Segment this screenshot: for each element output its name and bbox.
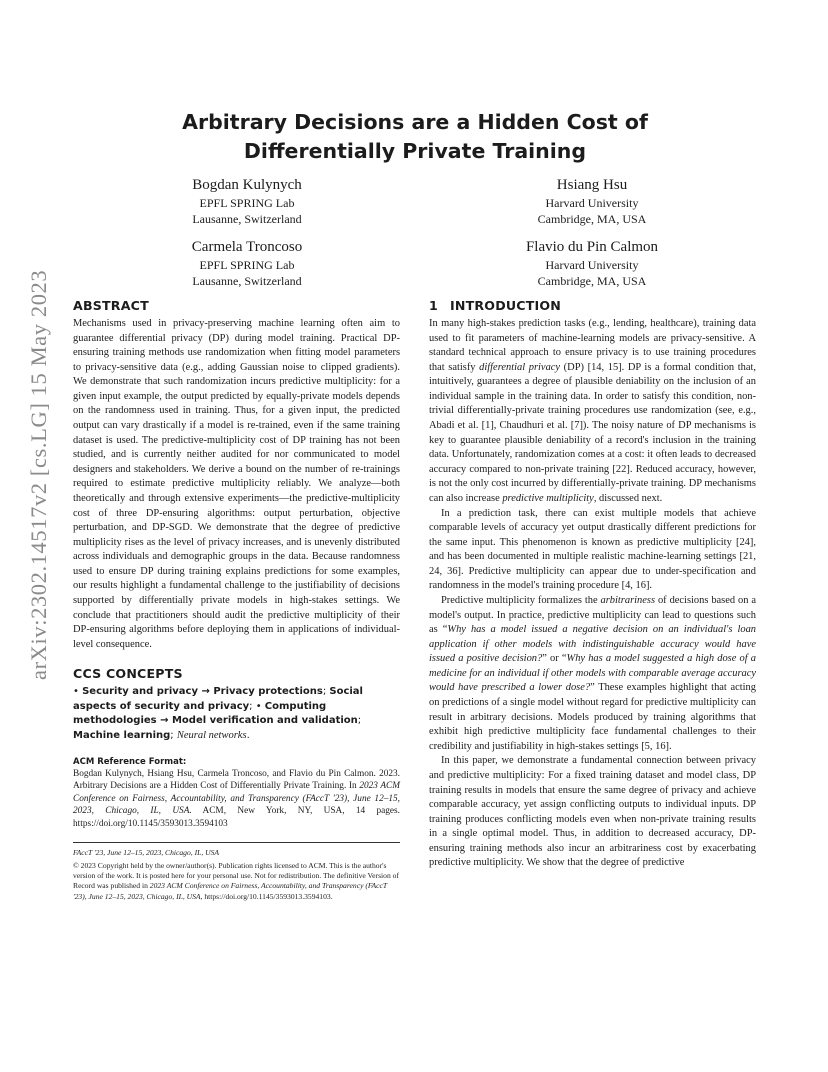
ccs-concepts-list	[73, 685, 400, 743]
author-affiliation: Harvard University	[545, 258, 639, 272]
author-location: Cambridge, MA, USA	[537, 212, 647, 226]
author-name: Bogdan Kulynych	[192, 177, 302, 193]
intro-paragraph-2: In a prediction task, there can exist multiple models that achieve comparable levels of accuracy yet output drastically different predictions for the same input. This phenomenon is known as predictive multiplicity [24], and has been documented in multiple realistic machine-learning settings [21, 24, 36]. Predictive multiplicity can appear due to under-specification and randomness in the model's training procedure [4, 16].	[429, 507, 756, 592]
copyright-footnote	[73, 848, 400, 902]
ccs-concept-italic: Neural networks	[176, 730, 247, 742]
reference-format-heading: ACM Reference Format:	[73, 756, 187, 767]
ccs-separator: ;	[322, 686, 330, 698]
ccs-bullet: •	[255, 700, 265, 712]
introduction-heading	[429, 298, 756, 314]
footnote-doi[interactable]: , https://doi.org/10.1145/3593013.3594103.	[200, 891, 333, 901]
footnote-venue: 2023 ACM Conference on Fairness, Accountability, and Transparency (FAccT '23), June 12–15, 2023, Chicago, IL, USA	[73, 881, 387, 901]
reference-text: Bogdan Kulynych, Hsiang Hsu, Carmela Troncoso, and Flavio du Pin Calmon. 2023. Arbitrary Decisions are a Hidden Cost of Differentially Private Training. In	[73, 768, 400, 792]
section-number: 1	[429, 298, 438, 313]
author-location: Cambridge, MA, USA	[537, 274, 647, 288]
emphasis: arbitrariness	[600, 594, 656, 606]
paragraph-text: ” These examples highlight that acting on predictions of a single model without regard for predictive multiplicity can result in arbitrary decisions. Models produced by training algorithms that exhibit high predictive multiplicity face fundamental challenges to their credibility and justifiability in high-stakes settings [5, 16].	[429, 682, 756, 752]
paragraph-text: Predictive multiplicity formalizes the	[441, 594, 601, 606]
author-affiliation: EPFL SPRING Lab	[199, 258, 295, 272]
author-affiliation: EPFL SPRING Lab	[199, 196, 295, 210]
footnote-divider	[73, 842, 400, 843]
intro-paragraph-3	[429, 594, 756, 754]
paragraph-text: In many high-stakes prediction tasks (e.g., lending, healthcare), training data used to fit parameters of machine-learning models are privacy-sensitive. A standard technical approach to ensure privacy is to use training procedures that satisfy	[429, 318, 756, 373]
author-block	[482, 238, 702, 289]
author-block	[482, 176, 702, 227]
ccs-concepts-heading: CCS CONCEPTS	[73, 666, 183, 682]
author-location: Lausanne, Switzerland	[192, 274, 302, 288]
quoted-question: Why has a model issued a negative decision on an individual's loan application if other models with indistinguishable accuracy would have issued a positive decision?	[429, 624, 757, 665]
ccs-end: .	[246, 730, 250, 742]
paragraph-text: ” or “	[542, 653, 567, 665]
ccs-bullet: •	[73, 686, 83, 698]
reference-venue: 2023 ACM Conference on Fairness, Accountability, and Transparency (FAccT '23), June 12–15, 2023, Chicago, IL, USA.	[73, 781, 401, 817]
footnote-text: © 2023 Copyright held by the owner/author(s). Publication rights licensed to ACM. This is the author's version of the work. It is posted here for your personal use. Not for redistribution. The definitive Version of Record was published in	[73, 860, 399, 891]
ccs-separator: ;	[249, 700, 256, 712]
ccs-concept: Computing methodologies → Model verification and validation	[73, 700, 358, 727]
author-block	[137, 176, 357, 227]
author-name: Carmela Troncoso	[191, 239, 303, 255]
emphasis: differential privacy	[479, 361, 561, 373]
intro-paragraph-4: In this paper, we demonstrate a fundamental connection between privacy and predictive multiplicity: For a fixed training dataset and model class, DP training results in models that ensure the same degree of privacy and achieve comparable accuracy, yet assign conflicting outputs to individual inputs. DP training produces conflicting models even when non-private training results in a single optimal model. Thus, in addition to decreased accuracy, DP-ensuring training methods also incur an arbitrariness cost by exacerbating predictive multiplicity. We show that the degree of predictive	[429, 755, 756, 869]
paragraph-text: , discussed next.	[593, 492, 663, 504]
footnote-conference: FAccT '23, June 12–15, 2023, Chicago, IL, USA	[73, 848, 220, 858]
right-column	[429, 298, 756, 871]
paragraph-text: of decisions based on a model's output. In practice, predictive multiplicity can lead to questions such as “	[429, 594, 756, 636]
emphasis: predictive multiplicity	[502, 492, 594, 504]
author-affiliation: Harvard University	[545, 196, 639, 210]
reference-doi[interactable]: ACM, New York, NY, USA, 14 pages. https://doi.org/10.1145/3593013.3594103	[73, 806, 400, 829]
quoted-question: Why has a model suggested a high dose of a medicine for an individual if other models with comparable average accuracy would have prescribed a lower dose?	[429, 653, 757, 694]
ccs-concept: Security and privacy → Privacy protections	[82, 686, 323, 698]
section-title: INTRODUCTION	[449, 298, 562, 313]
ccs-concept: Machine learning	[73, 730, 171, 742]
author-name: Hsiang Hsu	[556, 177, 628, 193]
arxiv-identifier-stamp[interactable]: arXiv:2302.14517v2 [cs.LG] 15 May 2023	[26, 269, 51, 680]
intro-paragraph-1	[429, 317, 756, 507]
title-line-1: Arbitrary Decisions are a Hidden Cost of	[182, 110, 648, 134]
ccs-separator: ;	[357, 715, 362, 727]
ccs-concept: Social aspects of security and privacy	[73, 686, 363, 712]
title-line-2: Differentially Private Training	[243, 139, 587, 163]
author-location: Lausanne, Switzerland	[192, 212, 302, 226]
left-column	[73, 298, 400, 902]
abstract-text: Mechanisms used in privacy-preserving machine learning often aim to guarantee differential privacy (DP) during model training. Practical DP-ensuring training methods use randomization when fitting model parameters to privacy-sensitive data (e.g., adding Gaussian noise to clipped gradients). We demonstrate that such randomization incurs predictive multiplicity: for a given input example, the output predicted by equally-private models depends on the randomness used in training. Thus, for a given input, the predicted output can vary drastically if a model is re-trained, even if the same training dataset is used. The predictive-multiplicity cost of DP training has not been studied, and is currently neither audited for nor communicated to model designers and stakeholders. We derive a bound on the number of re-trainings required to estimate predictive multiplicity reliably. We analyze—both theoretically and through extensive experiments—the predictive-multiplicity cost of three DP-ensuring algorithms: output perturbation, objective perturbation, and DP-SGD. We demonstrate that the degree of predictive multiplicity rises as the level of privacy increases, and is unevenly distributed across individuals and demographic groups in the data. Because randomness used to ensure DP during training explains predictions for some examples, our results highlight a fundamental challenge to the justifiability of decisions supported by differentially private models in high-stakes settings. We conclude that practitioners should audit the predictive multiplicity of their DP-ensuring algorithms before deploying them in applications of individual-level consequence.	[73, 318, 400, 650]
ccs-separator: ;	[170, 730, 177, 742]
paper-title	[100, 108, 730, 166]
paragraph-text: (DP) [14, 15]. DP is a formal condition that, intuitively, guarantees a degree of plausible deniability on the inclusion of an individual sample in the training data. In order to satisfy this condition, non-trivial differentially-private training procedures use randomization (see, e.g., Abadi et al. [1], Chaudhuri et al. [7]). The noisy nature of DP mechanisms is key to guarantee plausible deniability of a record's inclusion in the training data. Unfortunately, randomization comes at a cost: it often leads to decreased accuracy compared to non-private training [22]. Reduced accuracy, however, is not the only cost incurred by differentially-private training. DP mechanisms can also increase	[429, 361, 757, 504]
reference-format-text	[73, 768, 400, 831]
author-name: Flavio du Pin Calmon	[525, 239, 659, 255]
abstract-heading: ABSTRACT	[73, 298, 149, 313]
author-block	[137, 238, 357, 289]
